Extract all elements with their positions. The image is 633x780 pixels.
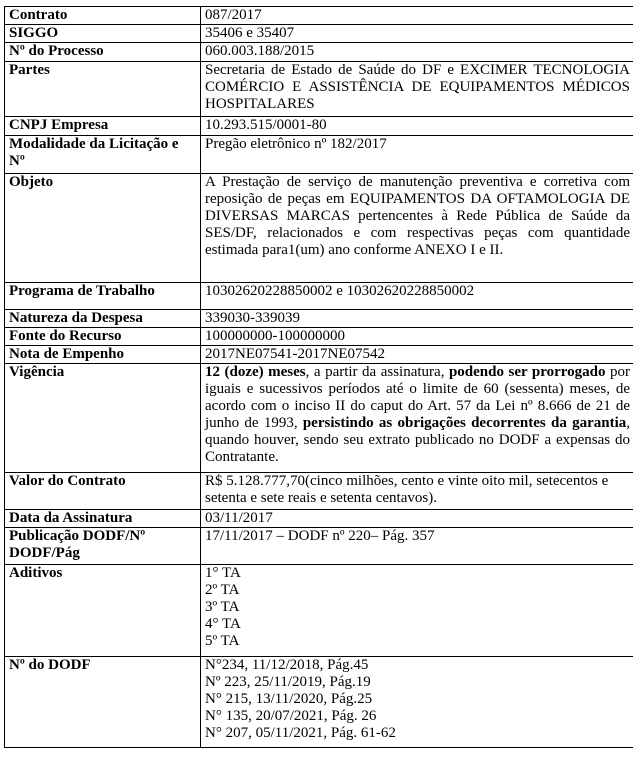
row-programa (5, 283, 633, 310)
vigencia-value (201, 364, 633, 473)
aditivo-item: 4° TA (205, 616, 241, 632)
publicacao-label: Publicação DODF/Nº DODF/Pág (5, 528, 201, 565)
cnpj-value: 10.293.515/0001-80 (201, 117, 633, 136)
vigencia-text-1: , a partir da assinatura, (305, 364, 449, 380)
row-natureza (5, 310, 633, 328)
partes-label: Partes (5, 62, 201, 117)
aditivo-item: 5º TA (205, 633, 240, 649)
programa-value: 10302620228850002 e 10302620228850002 (201, 283, 633, 310)
aditivo-item: 3º TA (205, 599, 240, 615)
empenho-value: 2017NE07541-2017NE07542 (201, 346, 633, 364)
row-cnpj (5, 117, 633, 136)
row-dodf (5, 657, 633, 748)
cnpj-label: CNPJ Empresa (5, 117, 201, 136)
row-modalidade (5, 136, 633, 174)
row-publicacao (5, 528, 633, 565)
aditivo-item: 1° TA (205, 565, 241, 581)
row-contrato (5, 7, 633, 25)
row-processo (5, 43, 633, 62)
natureza-label: Natureza da Despesa (5, 310, 201, 328)
processo-value: 060.003.188/2015 (201, 43, 633, 62)
assinatura-value: 03/11/2017 (201, 510, 633, 528)
modalidade-value: Pregão eletrônico nº 182/2017 (201, 136, 633, 174)
siggo-label: SIGGO (5, 25, 201, 43)
dodf-label: Nº do DODF (5, 657, 201, 748)
valor-value: R$ 5.128.777,70(cinco milhões, cento e vinte oito mil, setecentos e setenta e sete reais e setenta centavos). (201, 473, 633, 510)
dodf-item: N° 207, 05/11/2021, Pág. 61-62 (205, 725, 396, 741)
siggo-value: 35406 e 35407 (201, 25, 633, 43)
dodf-list (201, 657, 633, 748)
row-empenho (5, 346, 633, 364)
row-objeto (5, 174, 633, 283)
empenho-label: Nota de Empenho (5, 346, 201, 364)
row-partes (5, 62, 633, 117)
dodf-item: N°234, 11/12/2018, Pág.45 (205, 657, 369, 673)
vigencia-text-2: por iguais e sucessivos períodos até o limite de 60 (sessenta) meses, de acordo com o inciso II do caput do Art. 57 da Lei nº 8.666 de 21 de junho de 1993, (205, 364, 631, 431)
aditivos-list (201, 565, 633, 657)
dodf-item: N° 215, 13/11/2020, Pág.25 (205, 691, 373, 707)
row-fonte (5, 328, 633, 346)
vigencia-prorrogacao: podendo ser prorrogado (448, 364, 606, 380)
fonte-value: 100000000-100000000 (201, 328, 633, 346)
vigencia-duration: 12 (doze) meses (205, 364, 306, 380)
vigencia-label: Vigência (5, 364, 201, 473)
dodf-item: Nº 223, 25/11/2019, Pág.19 (205, 674, 371, 690)
partes-value: Secretaria de Estado de Saúde do DF e EXCIMER TECNOLOGIA COMÉRCIO E ASSISTÊNCIA DE EQUIPAMENTOS MÉDICOS HOSPITALARES (201, 62, 633, 117)
publicacao-value: 17/11/2017 – DODF nº 220– Pág. 357 (201, 528, 633, 565)
processo-label: Nº do Processo (5, 43, 201, 62)
modalidade-label: Modalidade da Licitação e Nº (5, 136, 201, 174)
programa-label: Programa de Trabalho (5, 283, 201, 310)
vigencia-garantia: persistindo as obrigações decorrentes da garantia (302, 415, 627, 431)
vigencia-text-3: , quando houver, sendo seu extrato publicado no DODF a expensas do Contratante. (205, 415, 631, 465)
row-siggo (5, 25, 633, 43)
row-assinatura (5, 510, 633, 528)
assinatura-label: Data da Assinatura (5, 510, 201, 528)
contract-table (4, 6, 633, 748)
contrato-value: 087/2017 (201, 7, 633, 25)
fonte-label: Fonte do Recurso (5, 328, 201, 346)
dodf-item: N° 135, 20/07/2021, Pág. 26 (205, 708, 377, 724)
row-aditivos (5, 565, 633, 657)
objeto-label: Objeto (5, 174, 201, 283)
row-vigencia (5, 364, 633, 473)
objeto-value: A Prestação de serviço de manutenção preventiva e corretiva com reposição de peças em EQUIPAMENTOS DA OFTAMOLOGIA DE DIVERSAS MARCAS pertencentes à Rede Pública de Saúde da SES/DF, relacionados e com respectivas peças com quantidade estimada para1(um) ano conforme ANEXO I e II. (201, 174, 633, 283)
row-valor (5, 473, 633, 510)
natureza-value: 339030-339039 (201, 310, 633, 328)
aditivo-item: 2º TA (205, 582, 240, 598)
contrato-label: Contrato (5, 7, 201, 25)
valor-label: Valor do Contrato (5, 473, 201, 510)
aditivos-label: Aditivos (5, 565, 201, 657)
